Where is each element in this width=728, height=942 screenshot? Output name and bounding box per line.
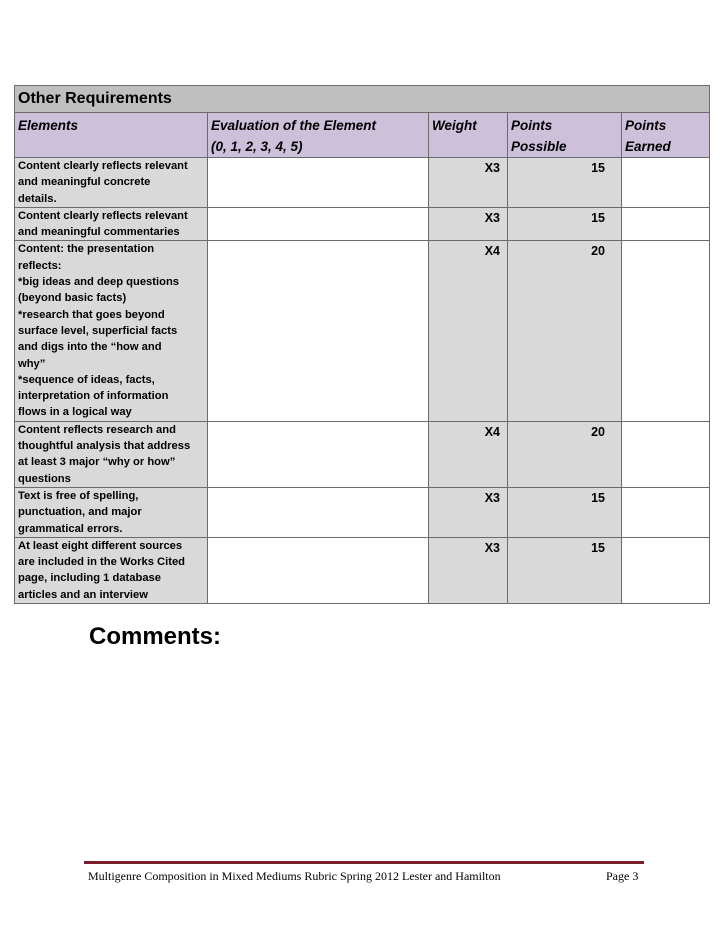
- points-earned-cell[interactable]: [622, 241, 710, 421]
- element-description-line: punctuation, and major: [18, 506, 142, 519]
- element-description-line: (beyond basic facts): [18, 292, 127, 305]
- evaluation-cell[interactable]: [208, 158, 429, 208]
- weight-cell: X3: [429, 537, 508, 603]
- element-description-line: page, including 1 database: [18, 572, 161, 585]
- points-possible-cell: 15: [508, 158, 622, 208]
- element-description: [15, 487, 208, 537]
- header-points-earned-line1: Points: [625, 118, 667, 133]
- header-elements: [15, 113, 208, 158]
- element-description-line: articles and an interview: [18, 588, 148, 601]
- table-row: [15, 421, 710, 487]
- element-description-line: and meaningful commentaries: [18, 226, 180, 239]
- weight-cell: X4: [429, 421, 508, 487]
- element-description: [15, 421, 208, 487]
- table-row: [15, 537, 710, 603]
- evaluation-cell[interactable]: [208, 487, 429, 537]
- element-description-line: Content: the presentation: [18, 243, 155, 256]
- header-points-possible-line1: Points: [511, 118, 553, 133]
- element-description-line: surface level, superficial facts: [18, 324, 178, 337]
- element-description-line: *big ideas and deep questions: [18, 276, 180, 289]
- element-description-line: at least 3 major “why or how”: [18, 456, 176, 469]
- points-earned-cell[interactable]: [622, 158, 710, 208]
- element-description-line: Content reflects research and: [18, 423, 176, 436]
- points-possible-cell: 20: [508, 421, 622, 487]
- element-description: [15, 158, 208, 208]
- header-weight-label: Weight: [432, 118, 477, 133]
- element-description-line: interpretation of information: [18, 390, 169, 403]
- element-description-line: thoughtful analysis that address: [18, 440, 191, 453]
- element-description-line: *sequence of ideas, facts,: [18, 373, 155, 386]
- evaluation-cell[interactable]: [208, 537, 429, 603]
- element-description-line: Text is free of spelling,: [18, 489, 139, 502]
- footer-page-number: Page 3: [606, 869, 639, 883]
- points-earned-cell[interactable]: [622, 207, 710, 241]
- points-earned-cell[interactable]: [622, 421, 710, 487]
- element-description-line: At least eight different sources: [18, 539, 183, 552]
- element-description-line: Content clearly reflects relevant: [18, 160, 188, 172]
- weight-cell: X3: [429, 487, 508, 537]
- section-title-row: [15, 86, 710, 113]
- section-title: Other Requirements: [15, 86, 710, 113]
- evaluation-cell[interactable]: [208, 207, 429, 241]
- table-row: [15, 207, 710, 241]
- points-possible-cell: 20: [508, 241, 622, 421]
- points-earned-cell[interactable]: [622, 537, 710, 603]
- evaluation-cell[interactable]: [208, 241, 429, 421]
- header-elements-label: Elements: [18, 118, 79, 133]
- element-description-line: flows in a logical way: [18, 406, 132, 419]
- footer-title: Multigenre Composition in Mixed Mediums Rubric Spring 2012 Lester and Hamilton: [88, 869, 501, 883]
- points-earned-cell[interactable]: [622, 487, 710, 537]
- points-possible-cell: 15: [508, 537, 622, 603]
- element-description: [15, 537, 208, 603]
- header-evaluation-scale: (0, 1, 2, 3, 4, 5): [211, 139, 303, 154]
- element-description-line: questions: [18, 472, 71, 485]
- header-weight: [429, 113, 508, 158]
- header-evaluation-label: Evaluation of the Element: [211, 118, 377, 133]
- element-description-line: are included in the Works Cited: [18, 556, 186, 569]
- header-points-earned: [622, 113, 710, 158]
- header-points-possible-line2: Possible: [511, 139, 567, 154]
- table-row: [15, 487, 710, 537]
- header-row: [15, 113, 710, 158]
- header-points-possible: [508, 113, 622, 158]
- comments-heading: Comments:: [89, 623, 222, 650]
- footer-divider: [84, 861, 644, 864]
- element-description-line: grammatical errors.: [18, 522, 123, 535]
- element-description-line: *research that goes beyond: [18, 308, 165, 321]
- table-row: [15, 158, 710, 208]
- element-description-line: and meaningful concrete: [18, 176, 151, 189]
- element-description-line: Content clearly reflects relevant: [18, 209, 188, 222]
- evaluation-cell[interactable]: [208, 421, 429, 487]
- points-possible-cell: 15: [508, 487, 622, 537]
- element-description-line: reflects:: [18, 259, 62, 272]
- header-evaluation: [208, 113, 429, 158]
- points-possible-cell: 15: [508, 207, 622, 241]
- rubric-table: [14, 85, 710, 604]
- element-description-line: why”: [18, 357, 46, 370]
- weight-cell: X3: [429, 207, 508, 241]
- table-row: [15, 241, 710, 421]
- element-description: [15, 241, 208, 421]
- weight-cell: X3: [429, 158, 508, 208]
- element-description-line: details.: [18, 192, 57, 205]
- element-description-line: and digs into the “how and: [18, 341, 162, 354]
- header-points-earned-line2: Earned: [625, 139, 671, 154]
- weight-cell: X4: [429, 241, 508, 421]
- element-description: [15, 207, 208, 241]
